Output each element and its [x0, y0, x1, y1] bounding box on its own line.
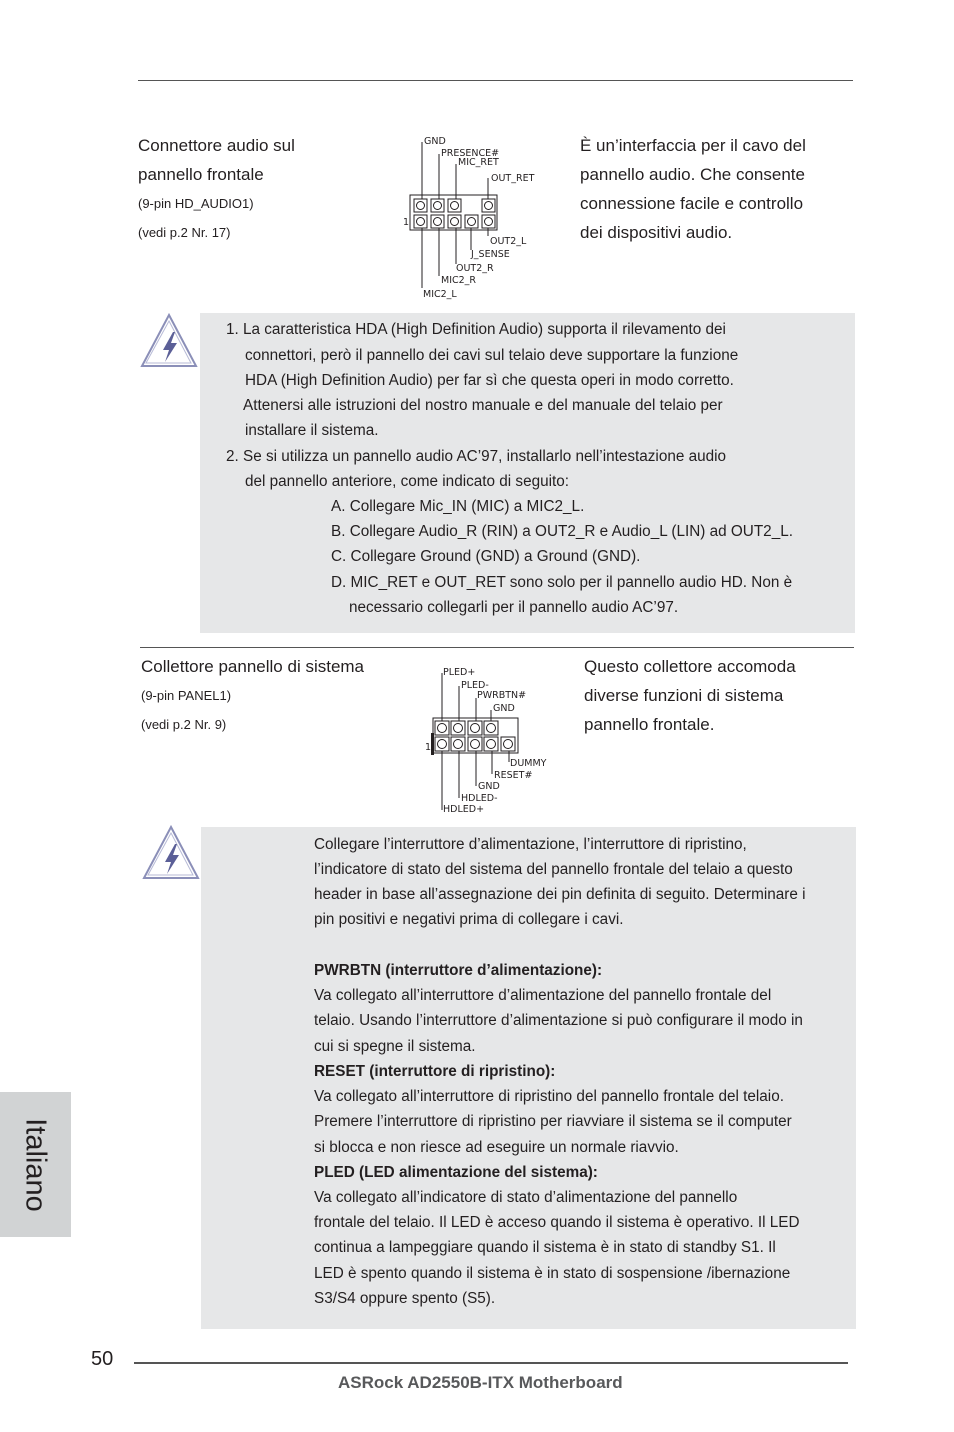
audio-desc-line: dei dispositivi audio. [580, 223, 733, 242]
panel-ref: (vedi p.2 Nr. 9) [141, 717, 227, 732]
note-line: Premere l’interruttore di ripristino per riavviare il sistema se il computer [314, 1113, 792, 1130]
top-rule [138, 80, 853, 81]
note-line: Va collegato all’interruttore d’alimentazione del pannello frontale del [314, 987, 772, 1004]
note-line: D. MIC_RET e OUT_RET sono solo per il pannello audio HD. Non è [331, 574, 793, 591]
note-line: continua a lampeggiare quando il sistema è in stato di standby S1. Il [314, 1239, 776, 1256]
audio-pin1-label: 1 [403, 217, 410, 228]
note-line: necessario collegarli per il pannello audio AC’97. [349, 599, 679, 616]
panel-desc-line: Questo collettore accomoda [584, 657, 796, 676]
note-line: l’indicatore di stato del sistema del pannello frontale del telaio a questo [314, 861, 793, 878]
audio-desc-line: È un’interfaccia per il cavo del [580, 136, 806, 155]
note-line: header in base all’assegnazione dei pin definita di seguito. Determinare i [314, 886, 806, 903]
note-line: frontale del telaio. Il LED è acceso quando il sistema è operativo. Il LED [314, 1214, 800, 1231]
note-line: Va collegato all’indicatore di stato d’alimentazione del pannello [314, 1189, 738, 1206]
panel-pin-pwrbtn: PWRBTN# [477, 690, 527, 701]
panel-desc-line: pannello frontale. [584, 715, 715, 734]
audio-pin-mic2-r: MIC2_R [441, 275, 477, 286]
note-line: del pannello anteriore, come indicato di seguito: [245, 473, 569, 490]
panel-desc-line: diverse funzioni di sistema [584, 686, 784, 705]
audio-description [580, 131, 806, 247]
audio-pin-out2-l: OUT2_L [490, 236, 527, 247]
panel-pin-gnd-bottom: GND [478, 781, 500, 792]
note-heading: RESET (interruttore di ripristino): [314, 1063, 556, 1080]
language-tab-label: Italiano [19, 1118, 52, 1212]
note-line: telaio. Usando l’interruttore d’alimentazione si può configurare il modo in [314, 1012, 803, 1029]
caution-icon [138, 312, 200, 370]
note-line: pin positivi e negativi prima di collegare i cavi. [314, 911, 624, 928]
audio-pin-presence: PRESENCE# [441, 148, 500, 159]
audio-pin-mic-ret: MIC_RET [458, 157, 499, 168]
audio-pin-mic2-l: MIC2_L [423, 289, 457, 300]
audio-title-line2: pannello frontale [138, 165, 264, 184]
audio-pin-gnd: GND [424, 136, 446, 147]
panel-pin-gnd-top: GND [493, 703, 515, 714]
note-line: B. Collegare Audio_R (RIN) a OUT2_R e Audio_L (LIN) ad OUT2_L. [331, 523, 793, 540]
panel-pin-info: (9-pin PANEL1) [141, 688, 232, 703]
audio-desc-line: pannello audio. Che consente [580, 165, 805, 184]
note-line: S3/S4 oppure spento (S5). [314, 1290, 496, 1307]
panel-pin-hdled-plus: HDLED+ [443, 804, 485, 815]
note-line: Va collegato all’interruttore di ripristino del pannello frontale del telaio. [314, 1088, 784, 1105]
audio-title [138, 131, 295, 189]
note-line: A. Collegare Mic_IN (MIC) a MIC2_L. [331, 498, 585, 515]
audio-ref: (vedi p.2 Nr. 17) [138, 225, 231, 240]
audio-title-line1: Connettore audio sul [138, 136, 295, 155]
panel-pin-dummy: DUMMY [510, 758, 547, 769]
footer-rule [134, 1362, 848, 1364]
audio-pin-j-sense: J_SENSE [471, 249, 510, 260]
note-line: 2. Se si utilizza un pannello audio AC’97, installarlo nell’intestazione audio [226, 448, 727, 465]
note-line: C. Collegare Ground (GND) a Ground (GND). [331, 548, 641, 565]
note-line: HDA (High Definition Audio) per far sì che questa operi in modo corretto. [245, 372, 734, 389]
panel-pin-hdled-minus: HDLED- [461, 793, 498, 804]
panel-description [584, 652, 796, 739]
note-line: Collegare l’interruttore d’alimentazione, l’interruttore di ripristino, [314, 836, 747, 853]
audio-header-diagram [400, 130, 550, 305]
note-line: connettori, però il pannello dei cavi sul telaio deve supportare la funzione [245, 347, 739, 364]
panel-pin-pled-plus: PLED+ [443, 667, 476, 678]
panel-header-diagram [420, 660, 570, 815]
page-number: 50 [91, 1348, 114, 1370]
panel-pin-reset: RESET# [494, 770, 533, 781]
caution-icon [140, 824, 202, 882]
note-heading: PLED (LED alimentazione del sistema): [314, 1164, 598, 1181]
note-line: Attenersi alle istruzioni del nostro manuale e del manuale del telaio per [243, 397, 723, 414]
footer-product: ASRock AD2550B-ITX Motherboard [338, 1373, 623, 1392]
note-line: cui si spegne il sistema. [314, 1038, 476, 1055]
note-line: installare il sistema. [245, 422, 379, 439]
section-rule [140, 647, 854, 648]
note-heading: PWRBTN (interruttore d’alimentazione): [314, 962, 603, 979]
audio-pin-out-ret: OUT_RET [491, 173, 535, 184]
audio-pin-out2-r: OUT2_R [456, 263, 494, 274]
panel-title: Collettore pannello di sistema [141, 657, 365, 676]
pin1-marker [431, 733, 434, 755]
panel-pin1-label: 1 [425, 742, 432, 753]
note-line: LED è spento quando il sistema è in stato di sospensione /ibernazione [314, 1265, 791, 1282]
panel-pin-pled-minus: PLED- [461, 680, 489, 691]
note-line: 1. La caratteristica HDA (High Definition Audio) supporta il rilevamento dei [226, 321, 726, 338]
audio-pin-info: (9-pin HD_AUDIO1) [138, 196, 254, 211]
audio-desc-line: connessione facile e controllo [580, 194, 804, 213]
note-line: si blocca e non riesce ad eseguire un normale riavvio. [314, 1139, 679, 1156]
